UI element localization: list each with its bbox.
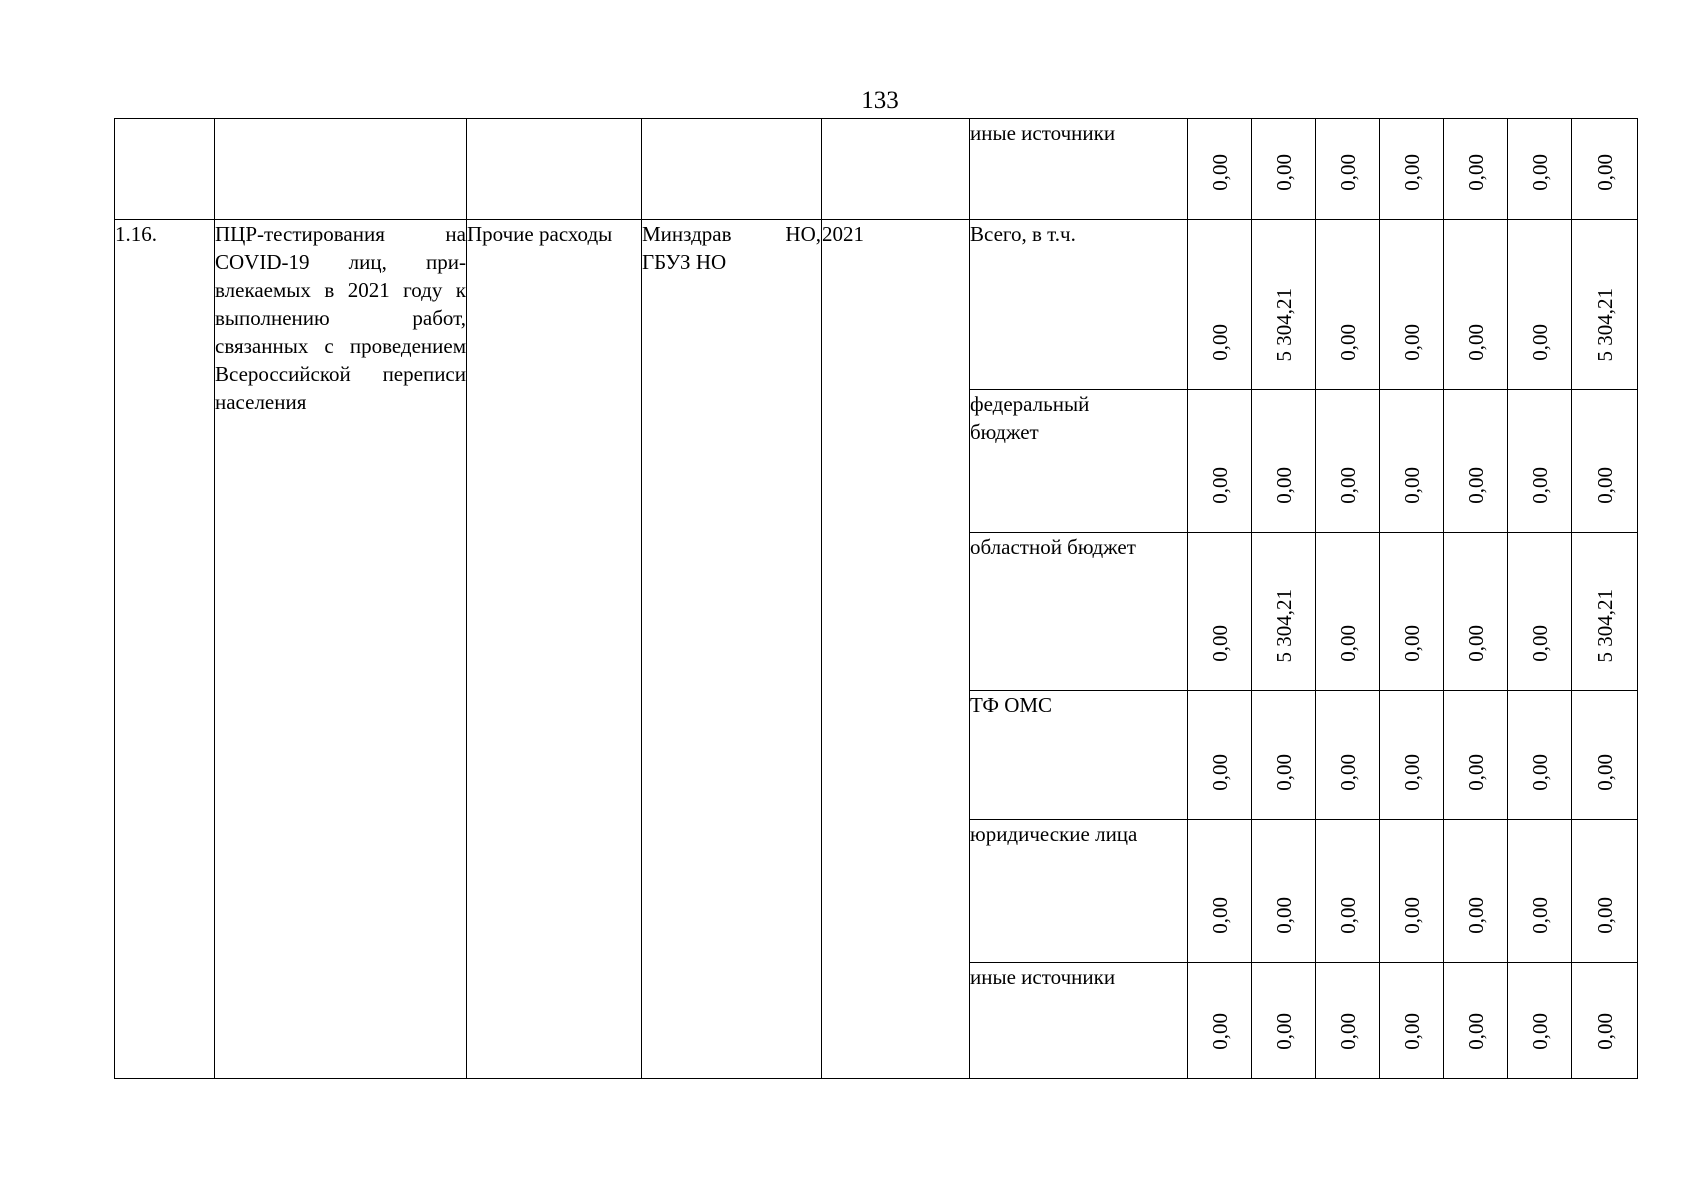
table-row <box>115 220 1638 390</box>
funding-source-cell: иные источники <box>970 963 1188 1079</box>
value-cell: 0,00 <box>1316 963 1380 1079</box>
value-cell: 0,00 <box>1252 963 1316 1079</box>
value-cell: 5 304,21 <box>1572 533 1638 691</box>
value-cell: 0,00 <box>1380 119 1444 220</box>
value-cell: 0,00 <box>1444 119 1508 220</box>
funding-source-cell: иные источники <box>970 119 1188 220</box>
year-cell: 2021 <box>822 220 970 1079</box>
value-cell: 0,00 <box>1380 963 1444 1079</box>
value-cell: 0,00 <box>1444 220 1508 390</box>
value-cell: 0,00 <box>1252 820 1316 963</box>
value-cell: 0,00 <box>1508 820 1572 963</box>
value-cell: 0,00 <box>1380 691 1444 820</box>
value-cell: 0,00 <box>1508 691 1572 820</box>
value-cell: 0,00 <box>1444 533 1508 691</box>
value-cell: 5 304,21 <box>1252 220 1316 390</box>
value-cell: 0,00 <box>1508 963 1572 1079</box>
value-cell: 0,00 <box>1316 390 1380 533</box>
value-cell: 0,00 <box>1380 220 1444 390</box>
value-cell: 0,00 <box>1380 820 1444 963</box>
value-cell: 0,00 <box>1444 820 1508 963</box>
value-cell: 0,00 <box>1188 390 1252 533</box>
value-cell: 0,00 <box>1444 963 1508 1079</box>
empty-cell <box>822 119 970 220</box>
value-cell: 5 304,21 <box>1252 533 1316 691</box>
funding-source-cell: федеральный бюджет <box>970 390 1188 533</box>
value-cell: 0,00 <box>1572 119 1638 220</box>
table-row <box>115 119 1638 220</box>
page-number: 133 <box>861 87 899 114</box>
value-cell: 0,00 <box>1188 963 1252 1079</box>
value-cell: 0,00 <box>1252 390 1316 533</box>
item-number-cell: 1.16. <box>115 220 215 1079</box>
value-cell: 0,00 <box>1188 533 1252 691</box>
funding-source-cell: областной бюджет <box>970 533 1188 691</box>
value-cell: 0,00 <box>1572 691 1638 820</box>
value-cell: 0,00 <box>1508 119 1572 220</box>
value-cell: 0,00 <box>1188 119 1252 220</box>
value-cell: 0,00 <box>1252 691 1316 820</box>
value-cell: 0,00 <box>1508 533 1572 691</box>
value-cell: 0,00 <box>1188 820 1252 963</box>
funding-source-cell: Всего, в т.ч. <box>970 220 1188 390</box>
value-cell: 5 304,21 <box>1572 220 1638 390</box>
empty-cell <box>642 119 822 220</box>
value-cell: 0,00 <box>1444 691 1508 820</box>
item-name-cell: ПЦР-тестирования на COVID-19 лиц, привлекаемых в 2021 году к выполнению работ, связанных с проведением Всероссийской переписи населения <box>215 220 467 1079</box>
empty-cell <box>467 119 642 220</box>
value-cell: 0,00 <box>1508 220 1572 390</box>
empty-cell <box>115 119 215 220</box>
executor-cell: Минздрав НО, ГБУЗ НО <box>642 220 822 1079</box>
value-cell: 0,00 <box>1188 691 1252 820</box>
value-cell: 0,00 <box>1316 820 1380 963</box>
value-cell: 0,00 <box>1316 220 1380 390</box>
value-cell: 0,00 <box>1316 533 1380 691</box>
value-cell: 0,00 <box>1380 533 1444 691</box>
value-cell: 0,00 <box>1188 220 1252 390</box>
value-cell: 0,00 <box>1316 119 1380 220</box>
value-cell: 0,00 <box>1444 390 1508 533</box>
value-cell: 0,00 <box>1316 691 1380 820</box>
expense-type-cell: Прочие расходы <box>467 220 642 1079</box>
value-cell: 0,00 <box>1252 119 1316 220</box>
funding-source-cell: юридические лица <box>970 820 1188 963</box>
value-cell: 0,00 <box>1572 963 1638 1079</box>
value-cell: 0,00 <box>1572 390 1638 533</box>
value-cell: 0,00 <box>1508 390 1572 533</box>
value-cell: 0,00 <box>1572 820 1638 963</box>
budget-table <box>114 118 1638 1079</box>
funding-source-cell: ТФ ОМС <box>970 691 1188 820</box>
value-cell: 0,00 <box>1380 390 1444 533</box>
empty-cell <box>215 119 467 220</box>
